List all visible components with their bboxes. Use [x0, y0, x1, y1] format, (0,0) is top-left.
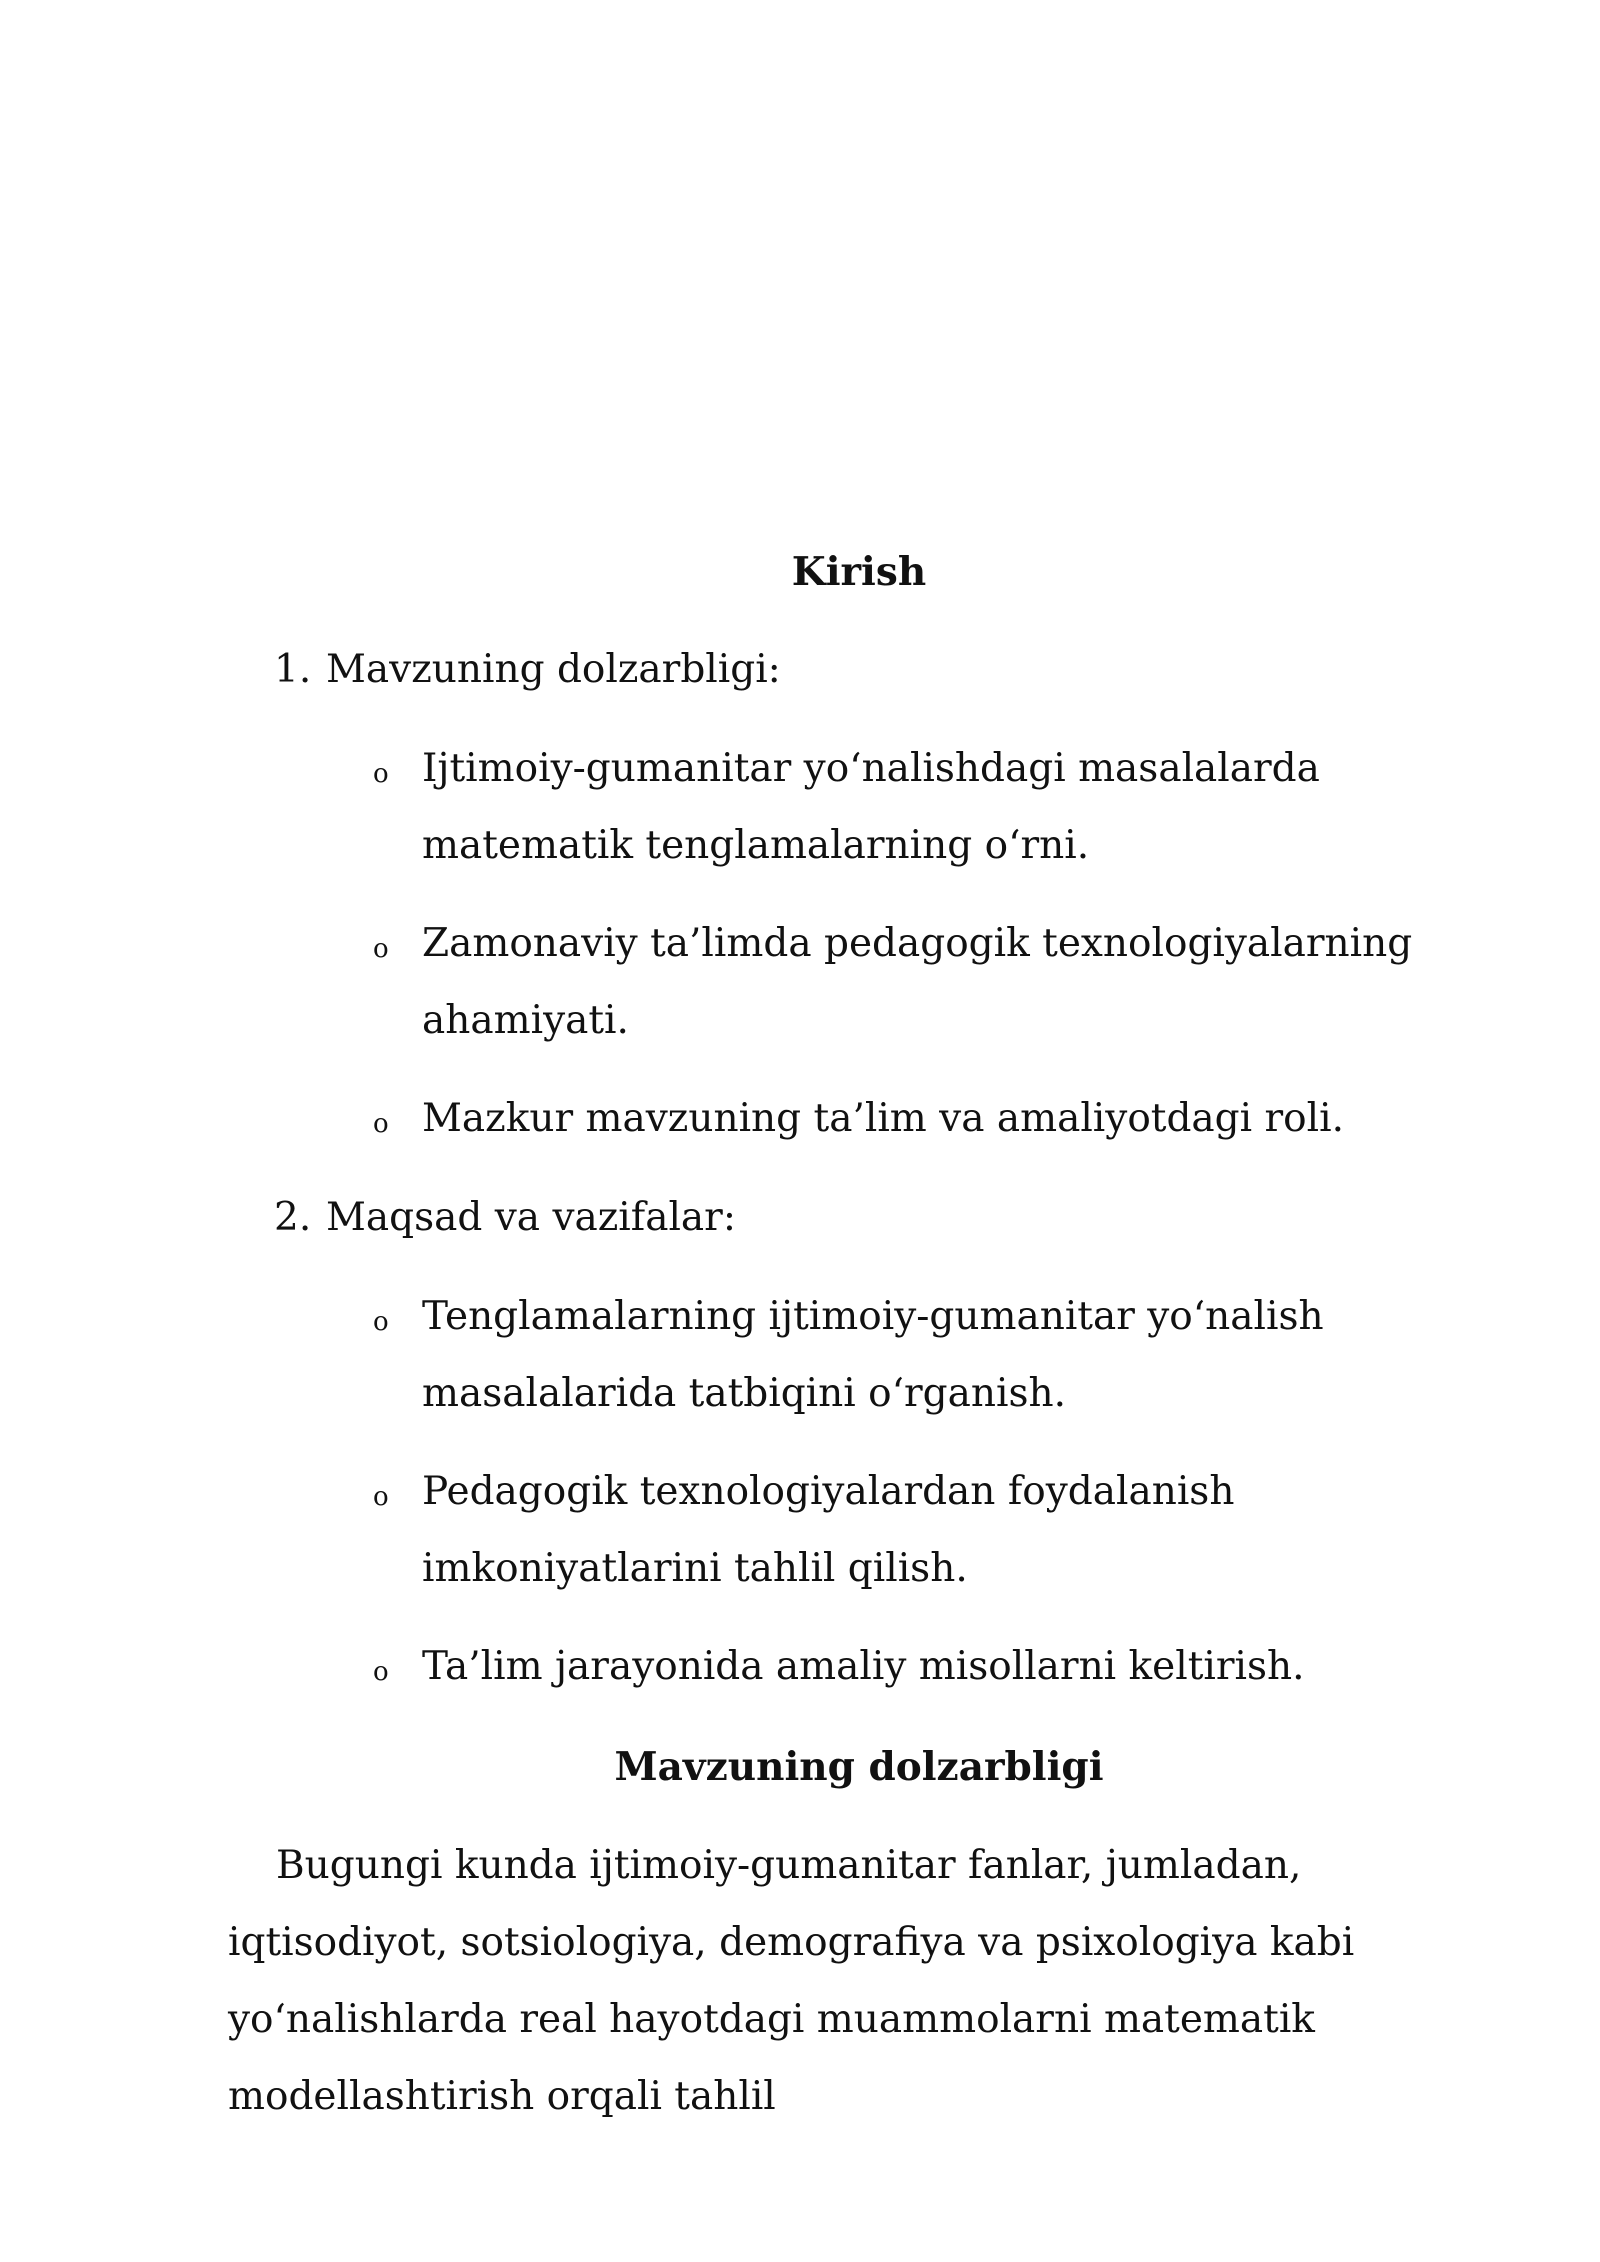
bullet-text: Ta’lim jarayonida amaliy misollarni keltirish. [422, 1644, 1305, 1689]
bullet-item [373, 1628, 1473, 1705]
bullet-marker: o [373, 1109, 389, 1139]
bullet-item [373, 730, 1473, 884]
bullet-item [373, 1453, 1473, 1607]
numbered-item-1 [274, 646, 781, 694]
numbered-item-2 [274, 1194, 736, 1242]
bullet-item [373, 905, 1473, 1059]
bullet-text: Pedagogik texnologiyalardan foydalanish imkoniyatlarini tahlil qilish. [422, 1469, 1235, 1591]
item-title: Mavzuning dolzarbligi: [326, 647, 781, 692]
bullet-marker: o [373, 1307, 389, 1337]
bullet-item [373, 1278, 1473, 1432]
item-title: Maqsad va vazifalar: [326, 1195, 736, 1240]
bullet-text: Tenglamalarning ijtimoiy-gumanitar yo‘nalish masalalarida tatbiqini o‘rganish. [422, 1294, 1324, 1416]
section-heading-dolzarblik: Mavzuning dolzarbligi [614, 1744, 1104, 1790]
bullet-text: Ijtimoiy-gumanitar yo‘nalishdagi masalalarda matematik tenglamalarning o‘rni. [422, 746, 1320, 868]
bullet-marker: o [373, 759, 389, 789]
body-paragraph: Bugungi kunda ijtimoiy-gumanitar fanlar, jumladan, iqtisodiyot, sotsiologiya, demografiya va psixologiya kabi yo‘nalishlarda real hayotdagi muammolarni matematik modellashtirish orqali tahlil [228, 1843, 1355, 2119]
bullet-item [373, 1080, 1473, 1157]
bullet-text: Zamonaviy ta’limda pedagogik texnologiyalarning ahamiyati. [422, 921, 1413, 1043]
bullet-marker: o [373, 1657, 389, 1687]
bullet-marker: o [373, 1482, 389, 1512]
section-heading-kirish: Kirish [791, 549, 927, 595]
item-number: 1. [274, 647, 312, 692]
item-number: 2. [274, 1195, 312, 1240]
bullet-text: Mazkur mavzuning ta’lim va amaliyotdagi roli. [422, 1096, 1344, 1141]
bullet-marker: o [373, 934, 389, 964]
